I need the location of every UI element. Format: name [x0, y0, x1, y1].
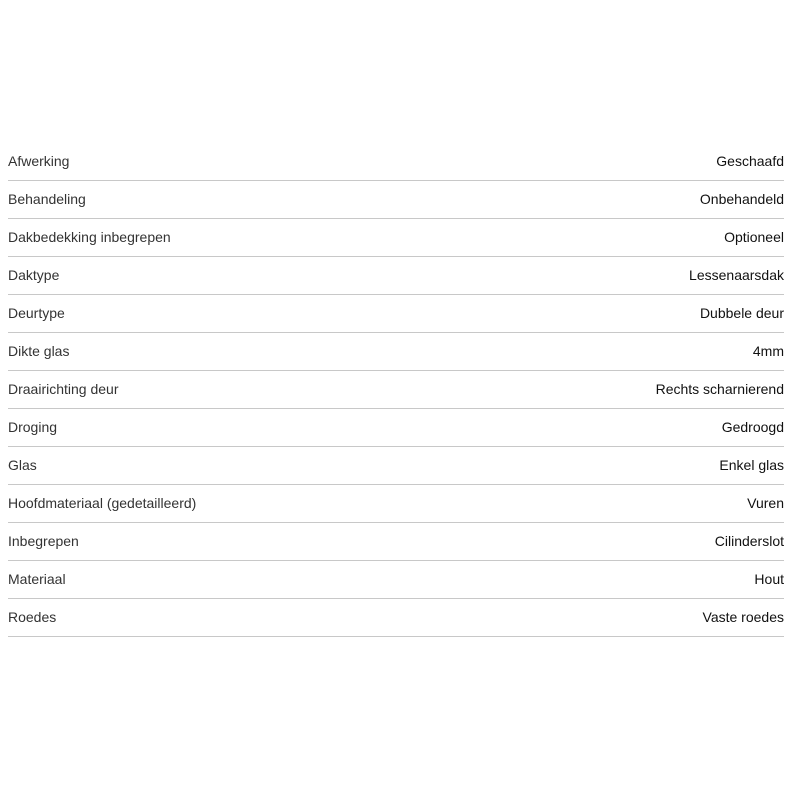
- spec-value: Cilinderslot: [714, 533, 784, 549]
- spec-label: Materiaal: [8, 571, 66, 587]
- spec-label: Roedes: [8, 609, 57, 625]
- spec-label: Dikte glas: [8, 343, 70, 359]
- spec-label: Droging: [8, 419, 58, 435]
- spec-row-deurtype: [8, 295, 784, 333]
- spec-row-dikte-glas: [8, 333, 784, 371]
- spec-label: Hoofdmateriaal (gedetailleerd): [8, 495, 197, 511]
- spec-value: Hout: [754, 571, 784, 587]
- spec-row-dakbedekking: [8, 219, 784, 257]
- spec-value: 4mm: [752, 343, 784, 359]
- spec-row-materiaal: [8, 561, 784, 599]
- spec-value: Rechts scharnierend: [655, 381, 784, 397]
- spec-row-glas: [8, 447, 784, 485]
- spec-row-draairichting-deur: [8, 371, 784, 409]
- spec-label: Daktype: [8, 267, 60, 283]
- spec-row-daktype: [8, 257, 784, 295]
- spec-label: Behandeling: [8, 191, 86, 207]
- specifications-table: [8, 143, 784, 637]
- spec-row-behandeling: [8, 181, 784, 219]
- spec-row-roedes: [8, 599, 784, 637]
- spec-label: Deurtype: [8, 305, 65, 321]
- spec-label: Draairichting deur: [8, 381, 119, 397]
- spec-value: Dubbele deur: [699, 305, 784, 321]
- spec-row-inbegrepen: [8, 523, 784, 561]
- spec-label: Inbegrepen: [8, 533, 79, 549]
- spec-value: Vaste roedes: [702, 609, 784, 625]
- spec-value: Optioneel: [724, 229, 784, 245]
- spec-label: Afwerking: [8, 153, 70, 169]
- spec-value: Gedroogd: [721, 419, 784, 435]
- spec-row-afwerking: [8, 143, 784, 181]
- spec-value: Enkel glas: [719, 457, 784, 473]
- spec-value: Vuren: [747, 495, 784, 511]
- spec-value: Lessenaarsdak: [689, 267, 784, 283]
- spec-row-droging: [8, 409, 784, 447]
- spec-row-hoofdmateriaal: [8, 485, 784, 523]
- spec-value: Onbehandeld: [699, 191, 784, 207]
- spec-label: Dakbedekking inbegrepen: [8, 229, 171, 245]
- spec-label: Glas: [8, 457, 37, 473]
- spec-value: Geschaafd: [716, 153, 784, 169]
